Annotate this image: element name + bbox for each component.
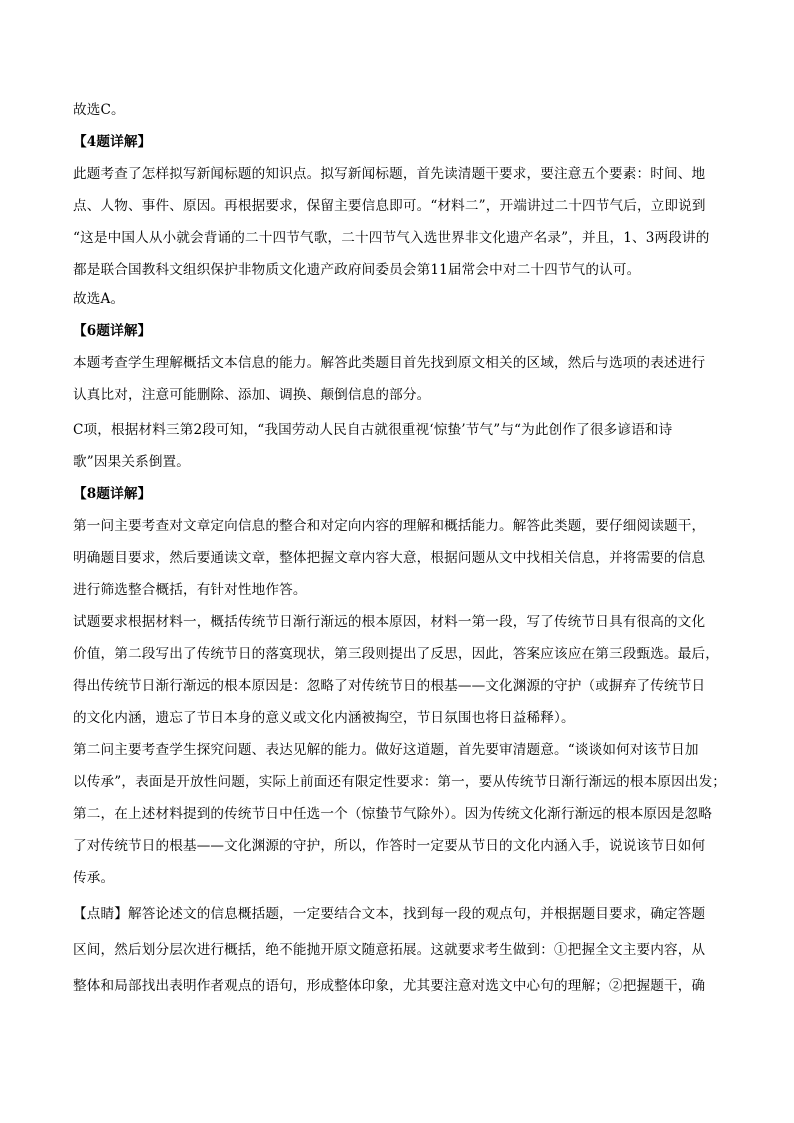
text-line: 进行筛选整合概括，有针对性地作答。 — [73, 582, 307, 598]
text-line: 歌”因果关系倒置。 — [73, 454, 191, 470]
text-line: C项，根据材料三第2段可知，“我国劳动人民自古就很重视‘惊蛰’节气”与“为此创作了很多谚语和诗 — [73, 422, 673, 438]
text-line: 以传承”，表面是开放性问题，实际上前面还有限定性要求：第一，要从传统节日渐行渐远的根本原因出发； — [73, 774, 727, 790]
text-line: 区间，然后划分层次进行概括，绝不能抛开原文随意拓展。这就要求考生做到：①把握全文主要内容，从 — [73, 942, 706, 958]
text-line: 认真比对，注意可能删除、添加、调换、颠倒信息的部分。 — [73, 387, 431, 403]
text-line: 明确题目要求，然后要通读文章，整体把握文章内容大意，根据问题从文中找相关信息，并将需要的信息 — [73, 550, 706, 566]
text-line: 点、人物、事件、原因。再根据要求，保留主要信息即可。“材料二”，开端讲过二十四节气后，立即说到 — [73, 198, 706, 214]
section-heading-q6: 【6题详解】 — [73, 323, 152, 339]
tip-paragraph-line: 【点睛】解答论述文的信息概括题，一定要结合文本，找到每一段的观点句，并根据题目要求，确定答题 — [73, 906, 706, 922]
text-line: 整体和局部找出表明作者观点的语句，形成整体印象，尤其要注意对选文中心句的理解；②把握题干，确 — [73, 978, 706, 994]
text-line: 第一问主要考查对文章定向信息的整合和对定向内容的理解和概括能力。解答此类题，要仔细阅读题干， — [73, 518, 706, 534]
text-line: 第二，在上述材料提到的传统节日中任选一个（惊蛰节气除外）。因为传统文化渐行渐远的根本原因是忽略 — [73, 806, 713, 822]
section-heading-q8: 【8题详解】 — [73, 486, 152, 502]
section-heading-q4: 【4题详解】 — [73, 134, 152, 150]
text-line: 都是联合国教科文组织保护非物质文化遗产政府间委员会第11届常会中对二十四节气的认可。 — [73, 262, 641, 278]
text-line: 故选A。 — [73, 291, 125, 307]
text-line: 价值，第二段写出了传统节日的落寞现状，第三段则提出了反思，因此，答案应该应在第三段甄选。最后， — [73, 646, 719, 662]
text-line: 的文化内涵，遗忘了节日本身的意义或文化内涵被掏空，节日氛围也将日益稀释）。 — [73, 710, 575, 726]
text-line: 本题考查学生理解概括文本信息的能力。解答此类题目首先找到原文相关的区域，然后与选项的表述进行 — [73, 355, 706, 371]
text-line: 试题要求根据材料一，概括传统节日渐行渐远的根本原因，材料一第一段，写了传统节日具有很高的文化 — [73, 614, 706, 630]
text-line: 第二问主要考查学生探究问题、表达见解的能力。做好这道题，首先要审清题意。“谈谈如何对该节日加 — [73, 742, 699, 758]
text-line: 得出传统节日渐行渐远的根本原因是：忽略了对传统节日的根基——文化渊源的守护（或摒弃了传统节日 — [73, 678, 706, 694]
text-line: “这是中国人从小就会背诵的二十四节气歌，二十四节气入选世界非文化遗产名录”，并且，1、3两段讲的 — [73, 230, 710, 246]
text-line: 此题考查了怎样拟写新闻标题的知识点。拟写新闻标题，首先读清题干要求，要注意五个要素：时间、地 — [73, 166, 706, 182]
text-line: 故选C。 — [73, 102, 125, 118]
text-line: 传承。 — [73, 870, 115, 886]
text-line: 了对传统节日的根基——文化渊源的守护，所以，作答时一定要从节日的文化内涵入手，说说该节日如何 — [73, 838, 706, 854]
